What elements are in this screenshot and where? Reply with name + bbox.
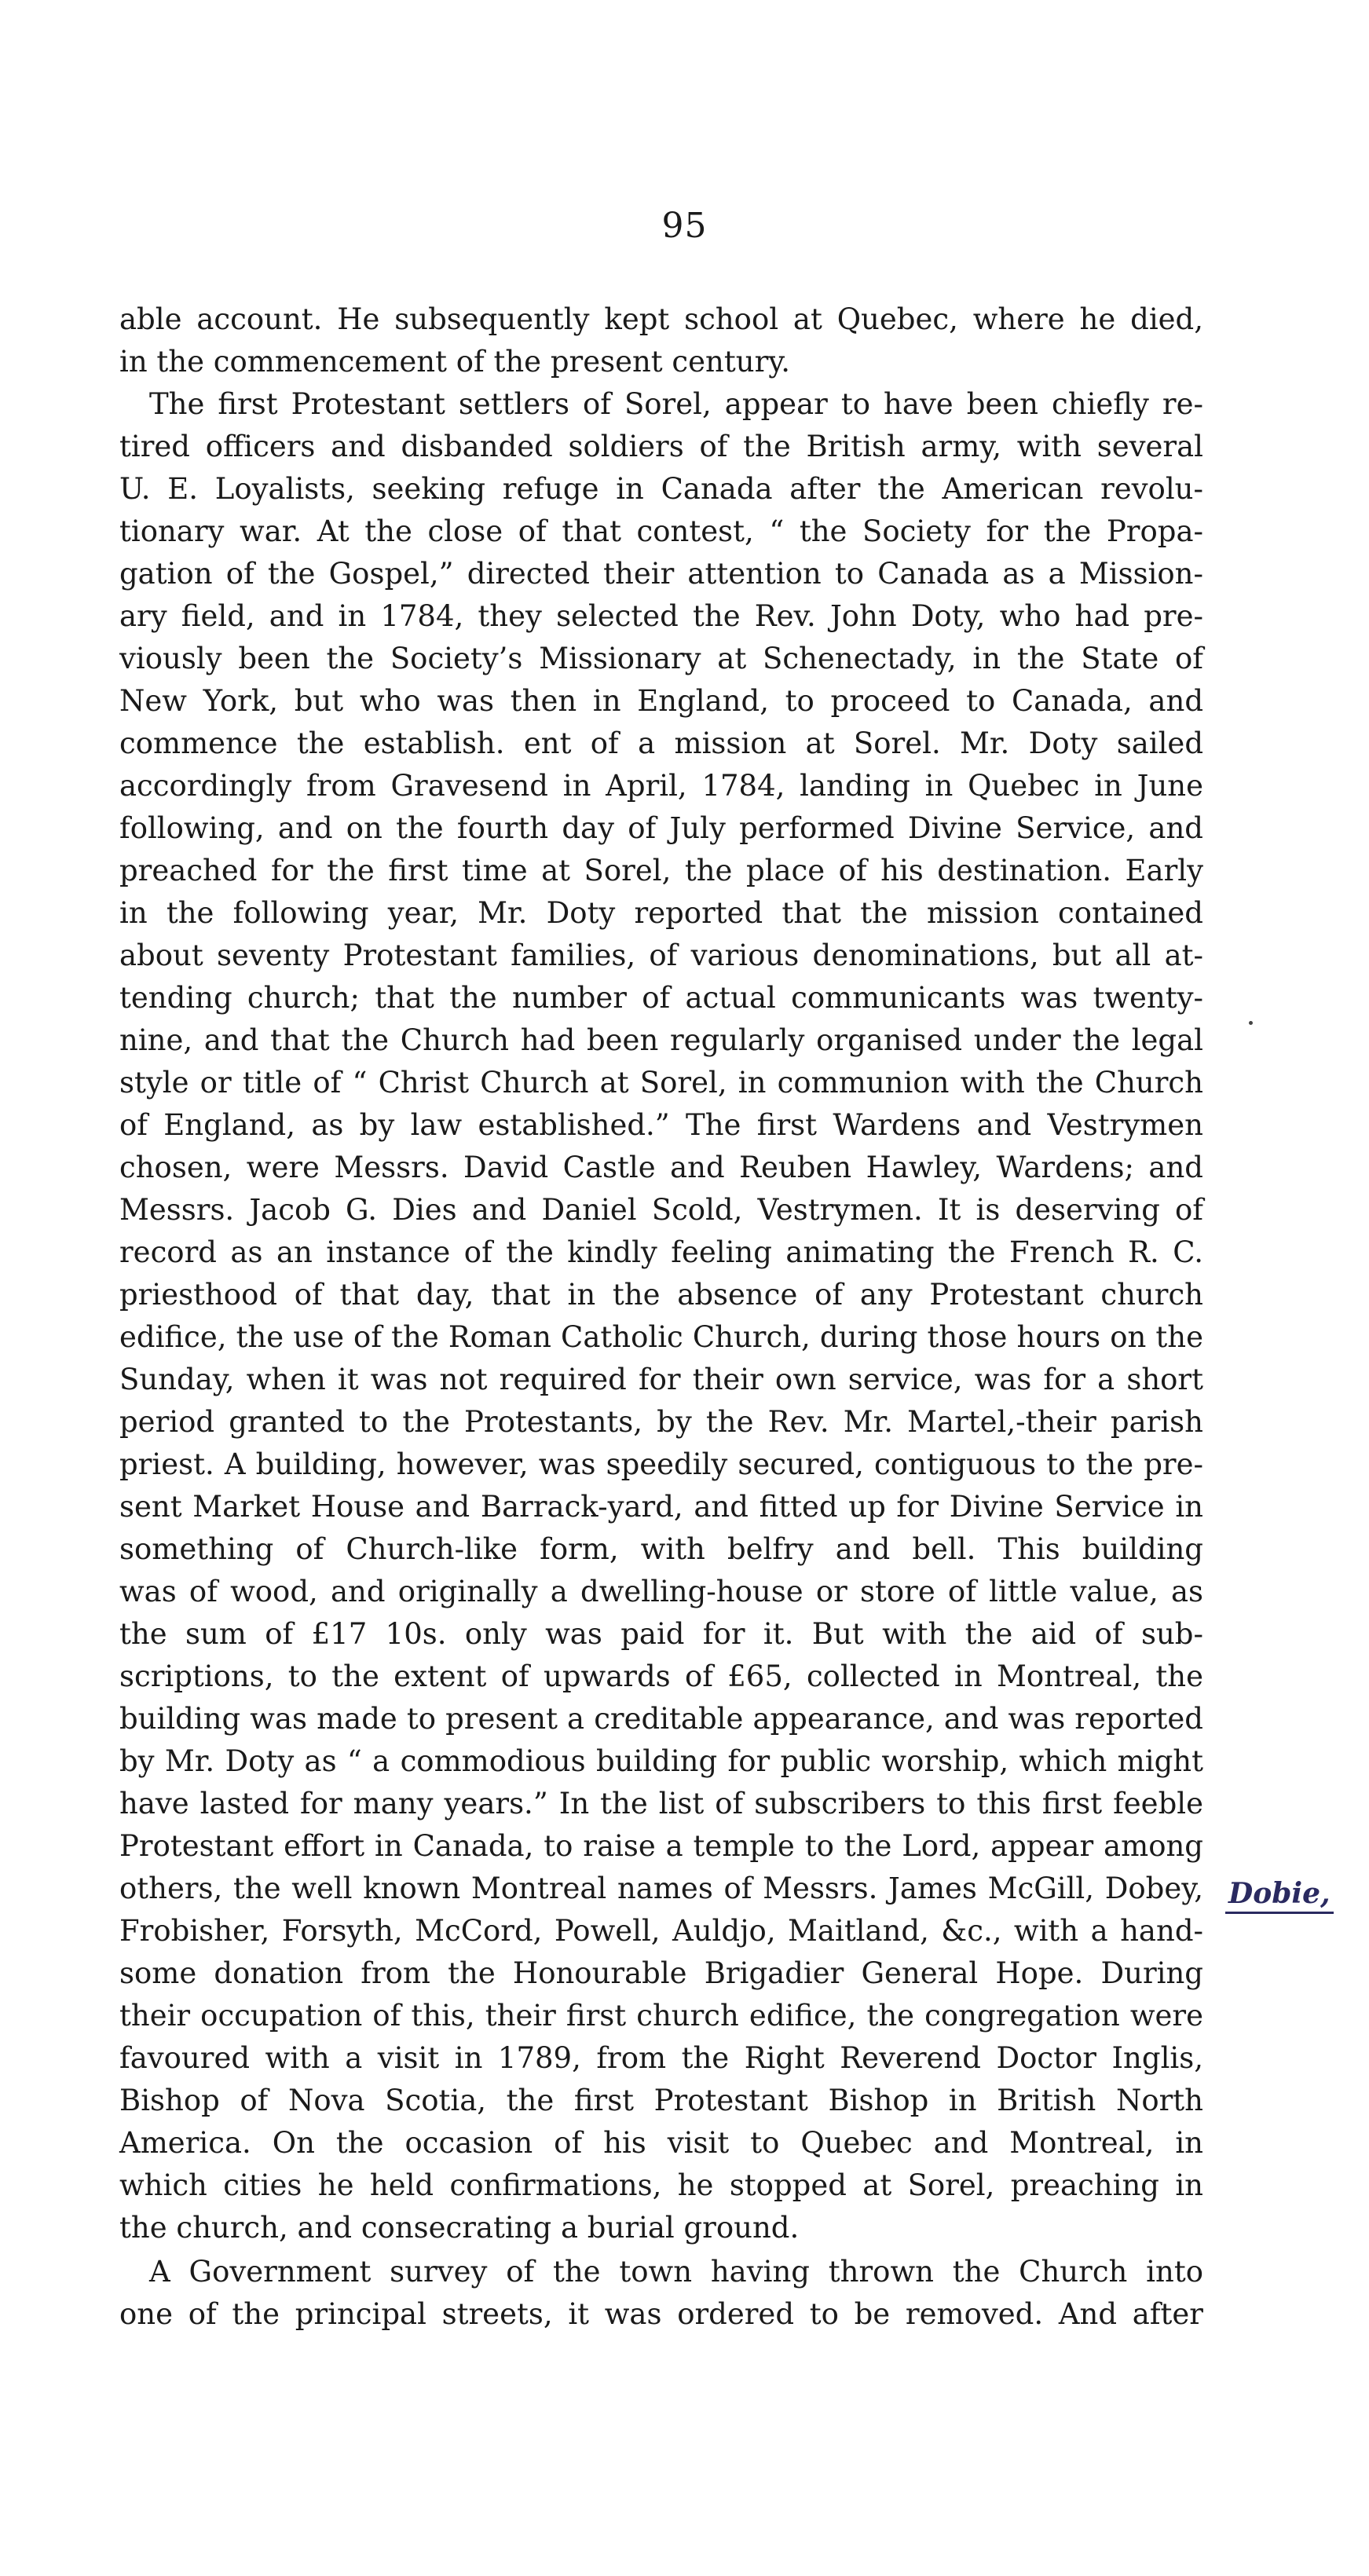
text-line: preached for the first time at Sorel, the place of his destination. Early	[119, 854, 1203, 887]
text-line: one of the principal streets, it was ordered to be removed. And after	[119, 2297, 1203, 2331]
text-line: building was made to present a creditable appearance, and was reported	[119, 1702, 1203, 1736]
text-line: scriptions, to the extent of upwards of £65, collected in Montreal, the	[119, 1659, 1203, 1693]
text-line: something of Church-like form, with belfry and bell. This building	[119, 1532, 1203, 1566]
text-line: have lasted for many years.” In the list of subscribers to this first feeble	[119, 1787, 1203, 1820]
text-line: ary field, and in 1784, they selected the Rev. John Doty, who had pre-	[119, 599, 1203, 633]
text-line: tired officers and disbanded soldiers of the British army, with several	[119, 430, 1203, 463]
text-line: tending church; that the number of actual communicants was twenty-	[119, 981, 1203, 1015]
handwritten-margin-note: Dobie,	[1225, 1877, 1334, 1914]
text-line: A Government survey of the town having thrown the Church into	[149, 2255, 1203, 2289]
text-line: The first Protestant settlers of Sorel, appear to have been chiefly re-	[149, 387, 1203, 421]
text-line: which cities he held confirmations, he stopped at Sorel, preaching in	[119, 2168, 1203, 2202]
text-line: some donation from the Honourable Brigadier General Hope. During	[119, 1956, 1203, 1990]
text-line: favoured with a visit in 1789, from the Right Reverend Doctor Inglis,	[119, 2041, 1203, 2075]
text-line: Sunday, when it was not required for their own service, was for a short	[119, 1363, 1203, 1396]
text-line: Protestant effort in Canada, to raise a temple to the Lord, appear among	[119, 1829, 1203, 1863]
text-line: viously been the Society’s Missionary at Schenectady, in the State of	[119, 642, 1203, 675]
text-line: the sum of £17 10s. only was paid for it. But with the aid of sub-	[119, 1617, 1203, 1651]
text-line: edifice, the use of the Roman Catholic Church, during those hours on the	[119, 1320, 1203, 1354]
text-line: priesthood of that day, that in the absence of any Protestant church	[119, 1278, 1203, 1312]
text-line: America. On the occasion of his visit to Quebec and Montreal, in	[119, 2126, 1203, 2160]
text-line: sent Market House and Barrack-yard, and fitted up for Divine Service in	[119, 1490, 1203, 1524]
text-line: gation of the Gospel,” directed their attention to Canada as a Mission-	[119, 557, 1203, 591]
text-line: of England, as by law established.” The first Wardens and Vestrymen	[119, 1108, 1203, 1142]
text-line: U. E. Loyalists, seeking refuge in Canada after the American revolu-	[119, 472, 1203, 506]
text-line: the church, and consecrating a burial ground.	[119, 2211, 800, 2245]
text-line: by Mr. Doty as “ a commodious building for public worship, which might	[119, 1744, 1203, 1778]
text-line: about seventy Protestant families, of various denominations, but all at-	[119, 939, 1203, 972]
text-line: New York, but who was then in England, to proceed to Canada, and	[119, 684, 1203, 718]
text-line: in the following year, Mr. Doty reported that the mission contained	[119, 896, 1203, 930]
text-line: tionary war. At the close of that contest, “ the Society for the Propa-	[119, 514, 1203, 548]
text-line: style or title of “ Christ Church at Sorel, in communion with the Church	[119, 1066, 1203, 1100]
page-number: 95	[661, 206, 708, 246]
margin-mark	[1249, 1021, 1253, 1025]
text-line: Bishop of Nova Scotia, the first Protestant Bishop in British North	[119, 2084, 1203, 2117]
text-line: period granted to the Protestants, by the Rev. Mr. Martel,-their parish	[119, 1405, 1203, 1439]
text-line: nine, and that the Church had been regularly organised under the legal	[119, 1023, 1203, 1057]
text-line: following, and on the fourth day of July performed Divine Service, and	[119, 811, 1203, 845]
text-line: others, the well known Montreal names of Messrs. James McGill, Dobey,	[119, 1872, 1203, 1905]
text-line: priest. A building, however, was speedily secured, contiguous to the pre-	[119, 1447, 1203, 1481]
text-line: was of wood, and originally a dwelling-house or store of little value, as	[119, 1575, 1203, 1608]
text-line: accordingly from Gravesend in April, 1784, landing in Quebec in June	[119, 769, 1203, 803]
text-line: Messrs. Jacob G. Dies and Daniel Scold, Vestrymen. It is deserving of	[119, 1193, 1203, 1227]
text-line: in the commencement of the present century.	[119, 345, 791, 379]
text-line: Frobisher, Forsyth, McCord, Powell, Auldjo, Maitland, &c., with a hand-	[119, 1914, 1203, 1948]
text-line: able account. He subsequently kept school at Quebec, where he died,	[119, 302, 1203, 336]
text-line: chosen, were Messrs. David Castle and Reuben Hawley, Wardens; and	[119, 1151, 1203, 1184]
text-line: their occupation of this, their first church edifice, the congregation were	[119, 1999, 1203, 2033]
text-line: record as an instance of the kindly feeling animating the French R. C.	[119, 1235, 1203, 1269]
text-line: commence the establish. ent of a mission at Sorel. Mr. Doty sailed	[119, 726, 1203, 760]
